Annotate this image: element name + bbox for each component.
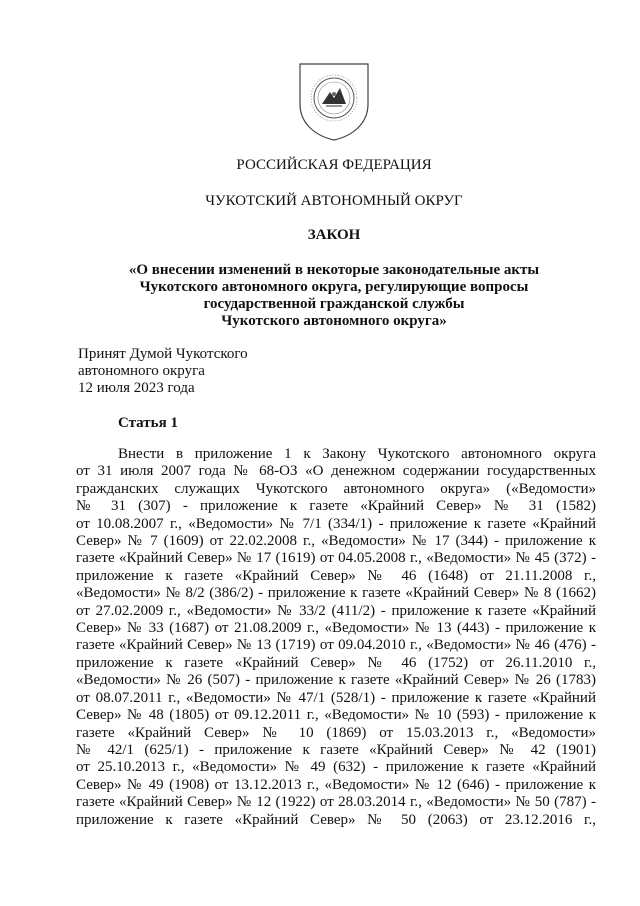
adoption-info xyxy=(78,346,248,397)
body-line: газете «Крайний Север» № 10 (1869) от 15.03.2013 г., «Ведомости» xyxy=(76,724,596,741)
article-heading: Статья 1 xyxy=(118,415,178,431)
body-line: гражданских служащих Чукотского автономного округа» («Ведомости» xyxy=(76,480,596,497)
body-line: газете «Крайний Север» № 12 (1922) от 28.03.2014 г., «Ведомости» № 50 (787) - xyxy=(76,794,596,811)
body-line: «Ведомости» № 8/2 (386/2) - приложение к газете «Крайний Север» № 8 (1662) xyxy=(76,585,596,602)
adoption-line: Принят Думой Чукотского xyxy=(78,346,248,362)
body-line: № 31 (307) - приложение к газете «Крайний Север» № 31 (1582) xyxy=(76,498,596,515)
body-line: «Ведомости» № 26 (507) - приложение к газете «Крайний Север» № 26 (1783) xyxy=(76,672,596,689)
body-line: Север» № 33 (1687) от 21.08.2009 г., «Ведомости» № 13 (443) - приложение к xyxy=(76,620,596,637)
body-line: газете «Крайний Север» № 13 (1719) от 09.04.2010 г., «Ведомости» № 46 (476) - xyxy=(76,637,596,654)
body-line: от 25.10.2013 г., «Ведомости» № 49 (632) - приложение к газете «Крайний xyxy=(76,759,596,776)
body-line: приложение к газете «Крайний Север» № 46 (1648) от 21.11.2008 г., xyxy=(76,567,596,584)
adoption-line: автономного округа xyxy=(78,363,205,379)
body-line: от 10.08.2007 г., «Ведомости» № 7/1 (334/1) - приложение к газете «Крайний xyxy=(76,515,596,532)
article-body xyxy=(76,446,596,829)
body-line: Север» № 48 (1805) от 09.12.2011 г., «Ведомости» № 10 (593) - приложение к xyxy=(76,707,596,724)
law-title-line: Чукотского автономного округа, регулирующие вопросы xyxy=(139,279,529,295)
coat-of-arms-icon xyxy=(296,60,372,142)
body-line: приложение к газете «Крайний Север» № 46 (1752) от 26.11.2010 г., xyxy=(76,654,596,671)
body-line: от 31 июля 2007 года № 68-ОЗ «О денежном содержании государственных xyxy=(76,463,596,480)
body-line: газете «Крайний Север» № 17 (1619) от 04.05.2008 г., «Ведомости» № 45 (372) - xyxy=(76,550,596,567)
body-line: № 42/1 (625/1) - приложение к газете «Крайний Север» № 42 (1901) xyxy=(76,741,596,758)
law-title-line: государственной гражданской службы xyxy=(203,296,465,312)
body-line: от 08.07.2011 г., «Ведомости» № 47/1 (528/1) - приложение к газете «Крайний xyxy=(76,689,596,706)
body-line: приложение к газете «Крайний Север» № 50 (2063) от 23.12.2016 г., xyxy=(76,811,596,828)
law-title-line: Чукотского автономного округа» xyxy=(221,313,447,329)
body-line: Север» № 7 (1609) от 22.02.2008 г., «Ведомости» № 17 (344) - приложение к xyxy=(76,533,596,550)
body-line: от 27.02.2009 г., «Ведомости» № 33/2 (411/2) - приложение к газете «Крайний xyxy=(76,602,596,619)
federation-name: РОССИЙСКАЯ ФЕДЕРАЦИЯ xyxy=(236,157,432,173)
body-line: Север» № 49 (1908) от 13.12.2013 г., «Ведомости» № 12 (646) - приложение к xyxy=(76,776,596,793)
law-title-line: «О внесении изменений в некоторые законодательные акты xyxy=(128,262,540,278)
adoption-date: 12 июля 2023 года xyxy=(78,380,195,396)
okrug-name: ЧУКОТСКИЙ АВТОНОМНЫЙ ОКРУГ xyxy=(205,193,463,209)
body-line: Внести в приложение 1 к Закону Чукотского автономного округа xyxy=(118,446,596,462)
document-type: ЗАКОН xyxy=(307,227,361,243)
law-title xyxy=(74,262,594,330)
